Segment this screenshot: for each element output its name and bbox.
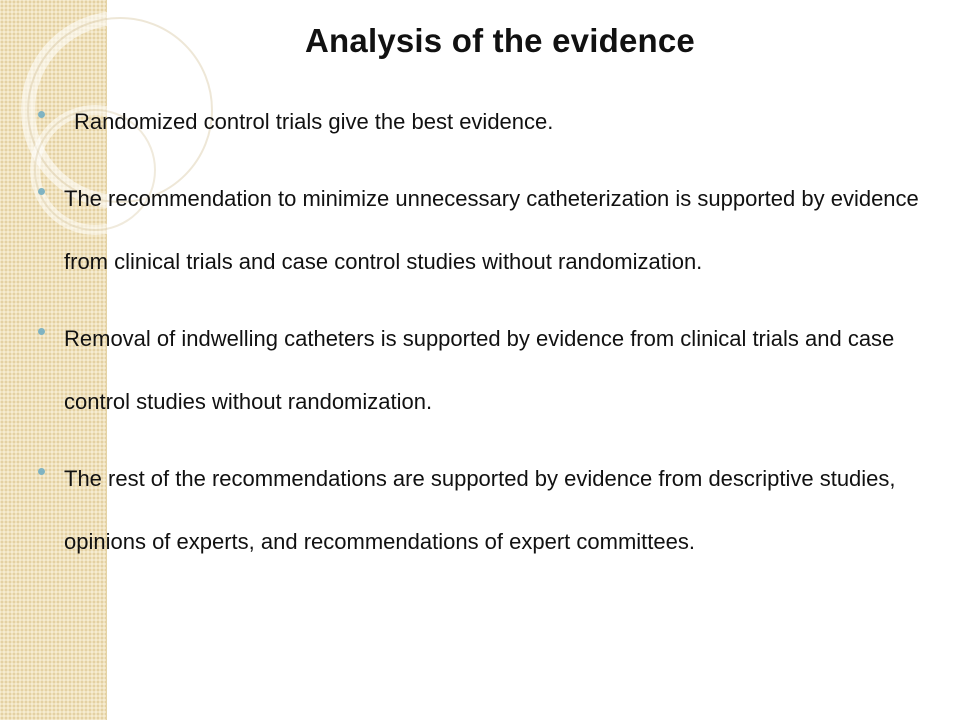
bullet-dot-icon — [38, 328, 45, 335]
bullet-item — [36, 447, 936, 573]
bullet-dot-icon — [38, 111, 45, 118]
bullet-dot-icon — [38, 188, 45, 195]
bullet-list — [36, 90, 936, 587]
bullet-text: The rest of the recommendations are supported by evidence from descriptive studies, opinions of experts, and recommendations of expert committees. — [64, 466, 896, 554]
slide-title: Analysis of the evidence — [305, 22, 695, 59]
bullet-item — [36, 307, 936, 433]
bullet-dot-icon — [38, 468, 45, 475]
bullet-item — [36, 90, 936, 153]
bullet-text: The recommendation to minimize unnecessary catheterization is supported by evidence from clinical trials and case control studies without randomization. — [64, 186, 919, 274]
bullet-item — [36, 167, 936, 293]
bullet-text: Randomized control trials give the best evidence. — [74, 109, 554, 134]
bullet-text: Removal of indwelling catheters is supported by evidence from clinical trials and case control studies without randomization. — [64, 326, 895, 414]
